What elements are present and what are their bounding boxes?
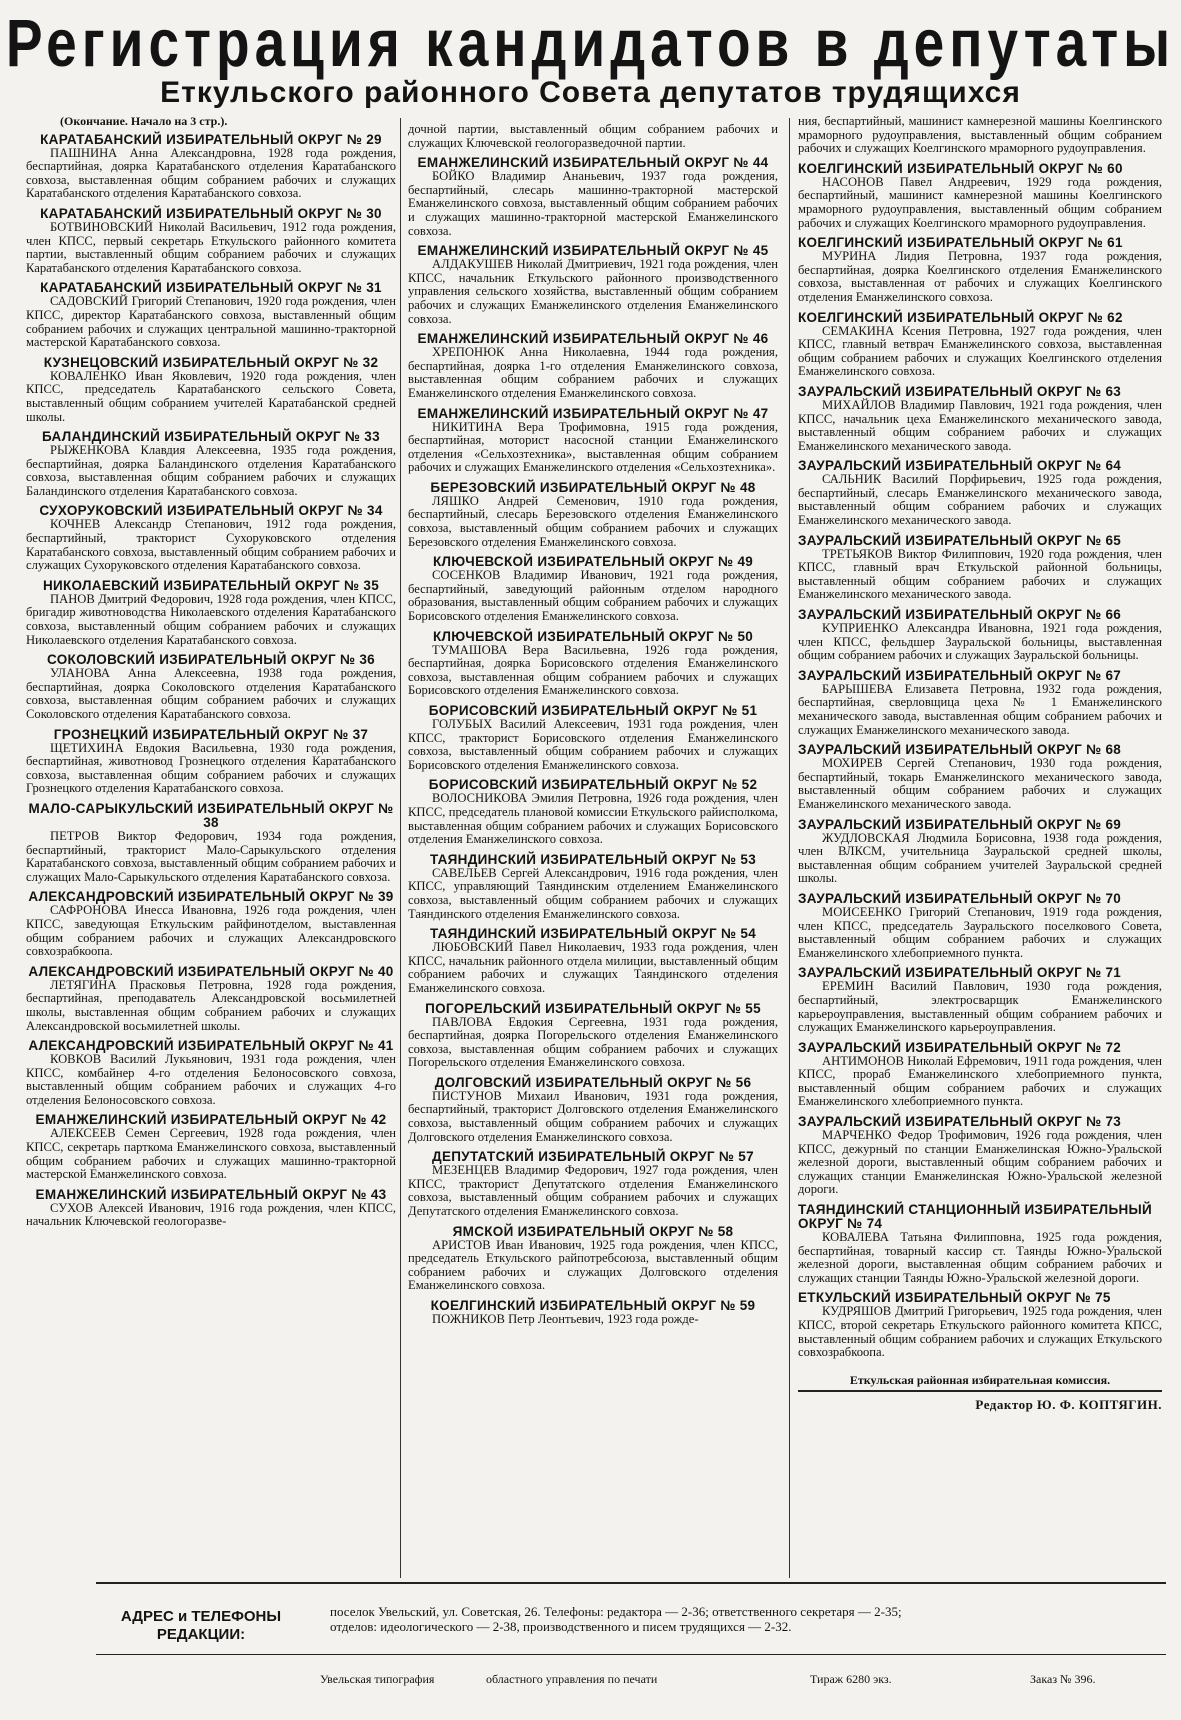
district-heading: КОЕЛГИНСКИЙ ИЗБИРАТЕЛЬНЫЙ ОКРУГ № 62: [798, 309, 1123, 325]
district-heading: ЗАУРАЛЬСКИЙ ИЗБИРАТЕЛЬНЫЙ ОКРУГ № 63: [798, 383, 1122, 399]
candidate-text: ЛЕТЯГИНА Прасковья Петровна, 1928 года рождения, беспартийная, преподаватель Александровской восьмилетней школы, выставленная общим собранием рабочих и служащих Александровской восьмилетней школы.: [26, 977, 396, 1033]
candidate-entry: [26, 890, 396, 958]
district-heading: ЕМАНЖЕЛИНСКИЙ ИЗБИРАТЕЛЬНЫЙ ОКРУГ № 45: [417, 243, 769, 259]
candidate-entry: [408, 1299, 778, 1327]
address-label: АДРЕС и ТЕЛЕФОНЫ РЕДАКЦИИ:: [120, 1608, 282, 1643]
district-heading: ГРОЗНЕЦКИЙ ИЗБИРАТЕЛЬНЫЙ ОКРУГ № 37: [53, 726, 369, 742]
district-heading: ТАЯНДИНСКИЙ ИЗБИРАТЕЛЬНЫЙ ОКРУГ № 54: [429, 926, 757, 942]
page-subtitle: Еткульского районного Совета депутатов трудящихся: [160, 76, 1021, 109]
column-3: [798, 115, 1162, 1581]
candidate-entry: [26, 356, 396, 424]
candidate-text: МИХАЙЛОВ Владимир Павлович, 1921 года рождения, член КПСС, начальник цеха Еманжелинского механического завода, выставленный общим собранием рабочих и служащих Еманжелинского механического завода.: [798, 397, 1162, 453]
district-heading: ЗАУРАЛЬСКИЙ ИЗБИРАТЕЛЬНЫЙ ОКРУГ № 69: [798, 816, 1122, 832]
candidate-entry: [26, 965, 396, 1033]
candidate-text: МУРИНА Лидия Петровна, 1937 года рождения, беспартийная, доярка Коелгинского отделения Еманжелинского совхоза, выставленная от рабочих и служащих Коелгинского отделения Еманжелинского совхоза.: [798, 249, 1162, 304]
candidate-entry: [26, 653, 396, 721]
printer-org: областного управления по печати: [486, 1672, 658, 1686]
district-heading: ЕТКУЛЬСКИЙ ИЗБИРАТЕЛЬНЫЙ ОКРУГ № 75: [798, 1290, 1111, 1306]
candidate-entry: [798, 1203, 1162, 1285]
candidate-entry: [408, 927, 778, 995]
candidate-entry: [408, 481, 778, 549]
candidate-text: ЛЮБОВСКИЙ Павел Николаевич, 1933 года рождения, член КПСС, начальник районного отдела милиции, выставленный общим собранием рабочих и служащих Таяндинского отделения Еманжелинского совхоза.: [408, 940, 778, 995]
district-heading: АЛЕКСАНДРОВСКИЙ ИЗБИРАТЕЛЬНЫЙ ОКРУГ № 41: [28, 1038, 394, 1054]
district-heading: ЗАУРАЛЬСКИЙ ИЗБИРАТЕЛЬНЫЙ ОКРУГ № 72: [798, 1039, 1122, 1055]
candidate-text: РЫЖЕНКОВА Клавдия Алексеевна, 1935 года рождения, беспартийная, доярка Баландинского отделения Каратабанского совхоза, выставленная общим собранием рабочих и служащих Баландинского отделения Каратабанского совхоза.: [26, 443, 396, 498]
footer-rule: [96, 1582, 1166, 1584]
candidate-entry: [408, 1225, 778, 1293]
candidate-entry: [798, 966, 1162, 1034]
candidate-entry: [26, 207, 396, 275]
masthead: [0, 0, 1181, 110]
district-heading: ТАЯНДИНСКИЙ СТАНЦИОННЫЙ ИЗБИРАТЕЛЬНЫЙ ОКРУГ № 74: [798, 1202, 1153, 1232]
district-heading: КОЕЛГИНСКИЙ ИЗБИРАТЕЛЬНЫЙ ОКРУГ № 60: [798, 160, 1123, 176]
candidate-text: ПЕТРОВ Виктор Федорович, 1934 года рождения, беспартийный, тракторист Мало-Сарыкульского отделения Каратабанского совхоза, выставленный общим собранием рабочих и служащих Мало-Сарыкульского отделения Каратабанского совхоза.: [26, 828, 396, 884]
candidate-entry: [26, 1113, 396, 1181]
candidate-entry: [408, 555, 778, 623]
candidate-text: АНТИМОНОВ Николай Ефремович, 1911 года рождения, член КПСС, прораб Еманжелинского хлебоприемного пункта, выставленный общим собранием рабочих и служащих Еманжелинского хлебоприемного пункта.: [798, 1053, 1162, 1109]
candidate-text: АЛЕКСЕЕВ Семен Сергеевич, 1928 года рождения, член КПСС, секретарь парткома Еманжелинского совхоза, выставленный общим собранием рабочих и служащих машинно-тракторной мастерской Еманжелинского совхоза.: [26, 1126, 396, 1182]
candidate-text: БОТВИНОВСКИЙ Николай Васильевич, 1912 года рождения, член КПСС, первый секретарь Еткульского районного комитета партии, выставленный общим собранием рабочих и служащих Каратабанского отделения Каратабанского совхоза.: [26, 219, 396, 275]
candidate-entry: [408, 407, 778, 475]
candidate-text: МОХИРЕВ Сергей Степанович, 1930 года рождения, беспартийный, токарь Еманжелинского механического завода, выставленный общим собранием рабочих и служащих Еманжелинского механического завода.: [798, 756, 1162, 811]
candidate-entry: [26, 1039, 396, 1107]
candidate-entry: [408, 332, 778, 400]
district-heading: ЕМАНЖЕЛИНСКИЙ ИЗБИРАТЕЛЬНЫЙ ОКРУГ № 46: [417, 331, 769, 347]
address-text: [330, 1604, 1160, 1634]
candidate-entry: [26, 430, 396, 498]
candidate-text: ПИСТУНОВ Михаил Иванович, 1931 года рождения, беспартийный, тракторист Долговского отделения Еманжелинского совхоза, выставленный общим собранием рабочих и служащих Долговского отделения Еманжелинского совхоза.: [408, 1088, 778, 1144]
page-title: Регистрация кандидатов в депутаты: [5, 4, 1176, 81]
commission-signature: Еткульская районная избирательная комиссия.: [798, 1374, 1162, 1393]
district-heading: ЗАУРАЛЬСКИЙ ИЗБИРАТЕЛЬНЫЙ ОКРУГ № 71: [798, 965, 1122, 981]
candidate-text: САФРОНОВА Инесса Ивановна, 1926 года рождения, член КПСС, заведующая Еткульским райфинотделом, выставленная общим собранием рабочих и служащих Александровского совхозрабкоопа.: [26, 903, 396, 959]
candidate-text: ХРЕПОНЮК Анна Николаевна, 1944 года рождения, беспартийная, доярка 1-го отделения Еманжелинского совхоза, выставленная общим собранием рабочих и служащих Еманжелинского отделения Еманжелинского совхоза.: [408, 345, 778, 400]
order-number: Заказ № 396.: [1030, 1672, 1096, 1686]
footer-rule: [96, 1654, 1166, 1655]
district-heading: ЕМАНЖЕЛИНСКИЙ ИЗБИРАТЕЛЬНЫЙ ОКРУГ № 47: [417, 405, 769, 421]
candidate-text: МОИСЕЕНКО Григорий Степанович, 1919 года рождения, член КПСС, председатель Зауральского поселкового Совета, выставленный общим собранием рабочих и служащих Еманжелинского хлебоприемного пункта.: [798, 904, 1162, 960]
candidate-entry: [798, 459, 1162, 527]
candidate-entry: [798, 1291, 1162, 1359]
candidate-text: МЕЗЕНЦЕВ Владимир Федорович, 1927 года рождения, член КПСС, тракторист Депутатского отделения Еманжелинского совхоза, выставленный общим собранием рабочих и служащих Депутатского отделения Еманжелинского совхоза.: [408, 1163, 778, 1219]
candidate-text: ПАНОВ Дмитрий Федорович, 1928 года рождения, член КПСС, бригадир животноводства Николаевского отделения Каратабанского совхоза, выставленный общим собранием рабочих и служащих Николаевского отделения Каратабанского совхоза.: [26, 591, 396, 647]
candidate-entry: [408, 156, 778, 238]
district-heading: ЕМАНЖЕЛИНСКИЙ ИЗБИРАТЕЛЬНЫЙ ОКРУГ № 44: [417, 155, 769, 171]
candidate-entry: [408, 853, 778, 921]
district-heading: АЛЕКСАНДРОВСКИЙ ИЗБИРАТЕЛЬНЫЙ ОКРУГ № 40: [28, 963, 394, 979]
candidate-text: САЛЬНИК Василий Порфирьевич, 1925 года рождения, беспартийный, слесарь Еманжелинского механического завода, выставленный общим собранием рабочих и служащих Еманжелинского механического завода.: [798, 472, 1162, 528]
candidate-entry: [798, 311, 1162, 379]
candidate-entry: [408, 778, 778, 846]
candidate-entry: [408, 1002, 778, 1070]
candidate-entry: [26, 802, 396, 884]
district-heading: ЕМАНЖЕЛИНСКИЙ ИЗБИРАТЕЛЬНЫЙ ОКРУГ № 43: [35, 1186, 387, 1202]
district-heading: КЛЮЧЕВСКОЙ ИЗБИРАТЕЛЬНЫЙ ОКРУГ № 50: [432, 628, 754, 644]
candidate-entry: [26, 504, 396, 572]
candidate-entry: [408, 1076, 778, 1144]
district-heading: ЗАУРАЛЬСКИЙ ИЗБИРАТЕЛЬНЫЙ ОКРУГ № 67: [798, 667, 1122, 683]
candidate-text: НИКИТИНА Вера Трофимовна, 1915 года рождения, беспартийная, моторист насосной станции Еманжелинского отделения «Сельхозтехника», выставленная общим собранием рабочих и служащих Еманжелинского отделения «Сельхозтехника».: [408, 419, 778, 475]
candidate-text: КОЧНЕВ Александр Степанович, 1912 года рождения, беспартийный, тракторист Сухоруковского отделения Каратабанского совхоза, выставленный общим собранием рабочих и служащих Сухоруковского отделения Каратабанского совхоза.: [26, 517, 396, 573]
district-heading: НИКОЛАЕВСКИЙ ИЗБИРАТЕЛЬНЫЙ ОКРУГ № 35: [42, 577, 380, 593]
candidate-text: КУДРЯШОВ Дмитрий Григорьевич, 1925 года рождения, член КПСС, второй секретарь Еткульского районного комитета КПСС, выставленный общим собранием рабочих и служащих Еткульского совхозрабкоопа.: [798, 1304, 1162, 1360]
circulation: Тираж 6280 экз.: [810, 1672, 892, 1686]
candidate-entry: [798, 385, 1162, 453]
candidate-entry: [26, 1188, 396, 1229]
candidate-entry: [798, 608, 1162, 663]
continued-text: дочной партии, выставленный общим собранием рабочих и служащих Ключевской геологоразведочной партии.: [408, 123, 778, 150]
district-heading: БОРИСОВСКИЙ ИЗБИРАТЕЛЬНЫЙ ОКРУГ № 51: [428, 703, 758, 718]
district-heading: КАРАТАБАНСКИЙ ИЗБИРАТЕЛЬНЫЙ ОКРУГ № 31: [40, 280, 382, 296]
candidate-entry: [408, 1150, 778, 1218]
district-heading: МАЛО-САРЫКУЛЬСКИЙ ИЗБИРАТЕЛЬНЫЙ ОКРУГ № 38: [28, 800, 394, 830]
candidate-text: КОВАЛЕВА Татьяна Филипповна, 1925 года рождения, беспартийная, товарный кассир ст. Таянды Южно-Уральской железной дороги, выставленная общим собранием рабочих и служащих станции Таянды Южно-Уральской железной дороги.: [798, 1230, 1162, 1285]
candidate-text: КУПРИЕНКО Александра Ивановна, 1921 года рождения, член КПСС, фельдшер Зауральской больницы, выставленная общим собранием рабочих и служащих Зауральской больницы.: [798, 621, 1162, 663]
district-heading: КЛЮЧЕВСКОЙ ИЗБИРАТЕЛЬНЫЙ ОКРУГ № 49: [432, 554, 754, 570]
candidate-text: СЕМАКИНА Ксения Петровна, 1927 года рождения, член КПСС, главный ветврач Еманжелинского совхоза, выставленная общим собранием рабочих и служащих Коелгинского отделения Еманжелинского совхоза.: [798, 323, 1162, 379]
candidate-text: ЛЯШКО Андрей Семенович, 1910 года рождения, беспартийный, слесарь Березовского отделения Еманжелинского совхоза, выставленный общим собранием рабочих и служащих Березовского отделения Еманжелинского совхоза.: [408, 493, 778, 549]
candidate-text: КОВАЛЕНКО Иван Яковлевич, 1920 года рождения, член КПСС, председатель Каратабанского сельского Совета, выставленный общим собранием учителей Каратабанской средней школы.: [26, 368, 396, 424]
candidate-entry: [798, 669, 1162, 737]
district-heading: ПОГОРЕЛЬСКИЙ ИЗБИРАТЕЛЬНЫЙ ОКРУГ № 55: [425, 1000, 761, 1016]
district-heading: ДОЛГОВСКИЙ ИЗБИРАТЕЛЬНЫЙ ОКРУГ № 56: [434, 1074, 752, 1090]
candidate-text: НАСОНОВ Павел Андреевич, 1929 года рождения, беспартийный, машинист камнерезной машины Коелгинского мраморного рудоуправления, выставленный общим собранием рабочих и служащих Коелгинского мраморного рудоуправления.: [798, 174, 1162, 230]
district-heading: КОЕЛГИНСКИЙ ИЗБИРАТЕЛЬНЫЙ ОКРУГ № 61: [798, 235, 1123, 251]
candidate-text: АЛДАКУШЕВ Николай Дмитриевич, 1921 года рождения, член КПСС, начальник Еткульского районного производственного управления сельского хозяйства, выставленный общим собранием рабочих и служащих Еманжелинского отделения Еманжелинского совхоза.: [408, 257, 778, 326]
candidate-text: ТРЕТЬЯКОВ Виктор Филиппович, 1920 года рождения, член КПСС, главный врач Еткульской районной больницы, выставленный общим собранием рабочих и служащих Еманжелинского механического завода.: [798, 546, 1162, 602]
district-heading: АЛЕКСАНДРОВСКИЙ ИЗБИРАТЕЛЬНЫЙ ОКРУГ № 39: [28, 889, 394, 905]
candidate-entry: [408, 630, 778, 698]
candidate-entry: [798, 1115, 1162, 1197]
candidate-entry: [798, 1041, 1162, 1109]
district-heading: ЕМАНЖЕЛИНСКИЙ ИЗБИРАТЕЛЬНЫЙ ОКРУГ № 42: [35, 1112, 387, 1128]
district-heading: БОРИСОВСКИЙ ИЗБИРАТЕЛЬНЫЙ ОКРУГ № 52: [428, 777, 758, 793]
candidate-entry: [798, 236, 1162, 304]
candidate-text: ТУМАШОВА Вера Васильевна, 1926 года рождения, беспартийная, доярка Борисовского отделения Еманжелинского совхоза, выставленная общим собранием рабочих и служащих Борисовского отделения Еманжелинского совхоза.: [408, 642, 778, 698]
district-heading: ЗАУРАЛЬСКИЙ ИЗБИРАТЕЛЬНЫЙ ОКРУГ № 68: [798, 742, 1122, 758]
district-heading: БАЛАНДИНСКИЙ ИЗБИРАТЕЛЬНЫЙ ОКРУГ № 33: [42, 429, 380, 445]
candidate-entry: [26, 133, 396, 201]
district-heading: ТАЯНДИНСКИЙ ИЗБИРАТЕЛЬНЫЙ ОКРУГ № 53: [429, 851, 757, 867]
candidate-entry: [798, 818, 1162, 886]
candidate-text: ГОЛУБЫХ Василий Алексеевич, 1931 года рождения, член КПСС, тракторист Борисовского отделения Еманжелинского совхоза, выставленный общим собранием рабочих и служащих Борисовского отделения Еманжелинского совхоза.: [408, 717, 778, 772]
address-line: поселок Увельский, ул. Советская, 26. Телефоны: редактора — 2-36; ответственного секретаря — 2-35;: [330, 1604, 902, 1619]
candidate-text: СУХОВ Алексей Иванович, 1916 года рождения, член КПСС, начальник Ключевской геологоразве-: [26, 1200, 396, 1229]
candidate-entry: [26, 728, 396, 796]
editor-line: Редактор Ю. Ф. КОПТЯГИН.: [975, 1397, 1162, 1413]
candidate-text: ВОЛОСНИКОВА Эмилия Петровна, 1926 года рождения, член КПСС, председатель плановой комиссии Еткульского райисполкома, выставленная общим собранием рабочих и служащих Борисовского отделения Еманжелинского совхоза.: [408, 791, 778, 847]
district-heading: ЗАУРАЛЬСКИЙ ИЗБИРАТЕЛЬНЫЙ ОКРУГ № 73: [798, 1114, 1122, 1130]
candidate-text: АРИСТОВ Иван Иванович, 1925 года рождения, член КПСС, председатель Еткульского райпотребсоюза, выставленный общим собранием рабочих и служащих Долговского отделения Еманжелинского совхоза.: [408, 1237, 778, 1293]
district-heading: ДЕПУТАТСКИЙ ИЗБИРАТЕЛЬНЫЙ ОКРУГ № 57: [432, 1149, 754, 1165]
candidate-text: ЕРЕМИН Василий Павлович, 1930 года рождения, беспартийный, электросварщик Еманжелинского карьероуправления, выставленный общим собранием рабочих и служащих Еманжелинского карьероуправления.: [798, 979, 1162, 1035]
candidate-text: УЛАНОВА Анна Алексеевна, 1938 года рождения, беспартийная, доярка Соколовского отделения Каратабанского совхоза, выставленная общим собранием рабочих и служащих Соколовского отделения Каратабанского совхоза.: [26, 666, 396, 721]
candidate-entry: [26, 579, 396, 647]
candidate-entry: [798, 534, 1162, 602]
address-line: отделов: идеологического — 2-38, производственного и писем трудящихся — 2-32.: [330, 1619, 792, 1634]
article-columns: [26, 115, 1162, 1581]
candidate-text: МАРЧЕНКО Федор Трофимович, 1926 года рождения, член КПСС, дежурный по станции Еманжелинская Южно-Уральской железной дороги, выставленный общим собранием рабочих и служащих станции Еманжелинская Южно-Уральской железной дороги.: [798, 1128, 1162, 1197]
candidate-entry: [26, 281, 396, 349]
candidate-text: ПАШНИНА Анна Александровна, 1928 года рождения, беспартийная, доярка Каратабанского отделения Каратабанского совхоза, выставленная общим собранием рабочих и служащих Каратабанского отделения Каратабанского совхоза.: [26, 145, 396, 201]
district-heading: ЯМСКОЙ ИЗБИРАТЕЛЬНЫЙ ОКРУГ № 58: [452, 1223, 734, 1239]
district-heading: КАРАТАБАНСКИЙ ИЗБИРАТЕЛЬНЫЙ ОКРУГ № 30: [40, 205, 382, 221]
district-heading: БЕРЕЗОВСКИЙ ИЗБИРАТЕЛЬНЫЙ ОКРУГ № 48: [430, 479, 756, 495]
candidate-entry: [798, 743, 1162, 811]
candidate-text: САВЕЛЬЕВ Сергей Александрович, 1916 года рождения, член КПСС, управляющий Таяндинским отделением Еманжелинского совхоза, выставленный общим собранием рабочих и служащих Таяндинского отделения Еманжелинского совхоза.: [408, 865, 778, 921]
candidate-text: ЖУДЛОВСКАЯ Людмила Борисовна, 1938 года рождения, член ВЛКСМ, учительница Зауральской средней школы, выставленная общим собранием учителей Зауральской средней школы.: [798, 830, 1162, 886]
district-heading: КУЗНЕЦОВСКИЙ ИЗБИРАТЕЛЬНЫЙ ОКРУГ № 32: [43, 354, 379, 370]
candidate-text: ПОЖНИКОВ Петр Леонтьевич, 1923 года рожде-: [432, 1312, 699, 1326]
continuation-note: (Окончание. Начало на 3 стр.).: [60, 115, 228, 128]
candidate-text: САДОВСКИЙ Григорий Степанович, 1920 года рождения, член КПСС, директор Каратабанского совхоза, выставленный общим собранием рабочих и служащих центральной машинно-тракторной мастерской Каратабанского совхоза.: [26, 294, 396, 350]
candidate-text: ПАВЛОВА Евдокия Сергеевна, 1931 года рождения, беспартийная, доярка Погорельского отделения Еманжелинского совхоза, выставленная общим собранием рабочих и служащих Погорельского отделения Еманжелинского совхоза.: [408, 1014, 778, 1070]
column-1: [26, 115, 396, 1581]
district-heading: ЗАУРАЛЬСКИЙ ИЗБИРАТЕЛЬНЫЙ ОКРУГ № 66: [798, 607, 1122, 623]
column-2: [408, 123, 778, 1589]
candidate-entry: [798, 892, 1162, 960]
candidate-text: БОЙКО Владимир Ананьевич, 1937 года рождения, беспартийный, слесарь машинно-тракторной мастерской Еманжелинского совхоза, выставленный общим собранием рабочих и служащих машинно-тракторной мастерской Еманжелинского совхоза.: [408, 169, 778, 238]
candidate-text: ЩЕТИХИНА Евдокия Васильевна, 1930 года рождения, беспартийная, животновод Грознецкого отделения Каратабанского совхоза, выставленная общим собранием рабочих и служащих Грознецкого отделения Каратабанского совхоза.: [26, 740, 396, 796]
district-heading: ЗАУРАЛЬСКИЙ ИЗБИРАТЕЛЬНЫЙ ОКРУГ № 70: [798, 890, 1122, 906]
district-heading: КОЕЛГИНСКИЙ ИЗБИРАТЕЛЬНЫЙ ОКРУГ № 59: [430, 1298, 756, 1313]
continued-text: ния, беспартийный, машинист камнерезной машины Коелгинского мраморного рудоуправления, выставленный общим собранием рабочих и служащих Коелгинского мраморного рудоуправления.: [798, 115, 1162, 156]
candidate-entry: [798, 162, 1162, 230]
candidate-text: СОСЕНКОВ Владимир Иванович, 1921 года рождения, беспартийный, заведующий районным отделом народного образования, выставленный общим собранием рабочих и служащих Борисовского отделения Еманжелинского совхоза.: [408, 568, 778, 624]
district-heading: СОКОЛОВСКИЙ ИЗБИРАТЕЛЬНЫЙ ОКРУГ № 36: [47, 652, 375, 668]
district-heading: КАРАТАБАНСКИЙ ИЗБИРАТЕЛЬНЫЙ ОКРУГ № 29: [40, 131, 382, 147]
candidate-text: БАРЫШЕВА Елизавета Петровна, 1932 года рождения, беспартийная, сверловщица цеха № 1 Еманжелинского механического завода, выставленная общим собранием рабочих и служащих Еманжелинского механического завода.: [798, 681, 1162, 737]
district-heading: ЗАУРАЛЬСКИЙ ИЗБИРАТЕЛЬНЫЙ ОКРУГ № 64: [798, 458, 1122, 474]
district-heading: ЗАУРАЛЬСКИЙ ИЗБИРАТЕЛЬНЫЙ ОКРУГ № 65: [798, 532, 1122, 548]
printer-name: Увельская типография: [320, 1672, 435, 1686]
district-heading: СУХОРУКОВСКИЙ ИЗБИРАТЕЛЬНЫЙ ОКРУГ № 34: [39, 503, 383, 519]
candidate-entry: [408, 704, 778, 772]
candidate-text: КОВКОВ Василий Лукьянович, 1931 года рождения, член КПСС, комбайнер 4-го отделения Белоносовского совхоза, выставленный общим собранием рабочих и служащих 4-го отделения Белоносовского совхоза.: [26, 1052, 396, 1107]
candidate-entry: [408, 244, 778, 326]
